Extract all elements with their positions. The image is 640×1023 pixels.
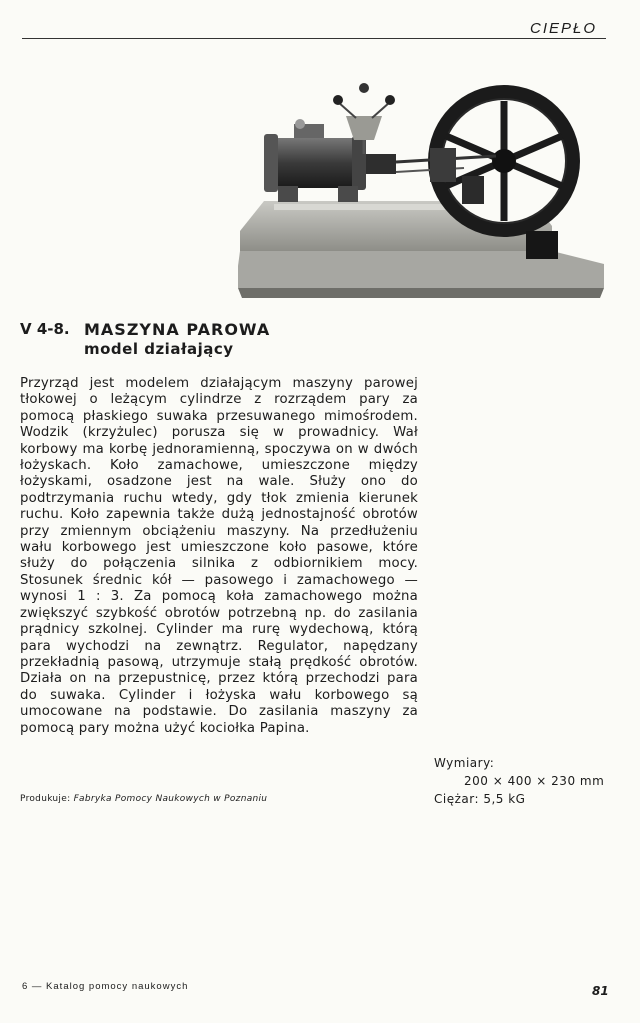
header-rule: [22, 38, 606, 39]
item-title: MASZYNA PAROWA: [84, 320, 271, 339]
dimensions-value: 200 × 400 × 230 mm: [464, 774, 605, 788]
catalog-footer: 6 — Katalog pomocy naukowych: [22, 981, 189, 992]
producer-label: Produkuje:: [20, 794, 71, 804]
item-subtitle: model działający: [84, 340, 234, 358]
description-text: Przyrząd jest modelem działającym maszyny parowej tłokowej o leżącym cylindrze z rozrządem pary za pomocą płaskiego suwaka przesuwanego mimośrodem. Wodzik (krzyżulec) porusza się w prowadnicy. Wał korbowy ma korbę jednoramienną, spoczywa on w dwóch łożyskach. Koło zamachowe, umieszczone między łożyskami, osadzone jest na wale. Służy ono do podtrzymania ruchu wtedy, gdy tłok zmienia kierunek ruchu. Koło zapewnia także dużą jednostajność obrotów przy zmiennym obciążeniu maszyny. Na przedłużeniu wału korbowego jest umieszczone koło pasowe, które służy do połączenia silnika z odbiornikiem mocy. Stosunek średnic kół — pasowego i zamachowego — wynosi 1 : 3. Za pomocą koła zamachowego można zwiększyć szybkość obrotów potrzebną np. do zasilania prądnicy szkolnej. Cylinder ma rurę wydechową, którą para wychodzi na zewnątrz. Regulator, napędzany przekładnią pasową, utrzymuje stałą prędkość obrotów. Działa on na przepustnicę, przez którą przechodzi para do suwaka. Cylinder i łożyska wału korbowego są umocowane na podstawie. Do zasilania maszyny za pomocą pary można użyć kociołka Papina.: [20, 376, 418, 736]
producer-name: Fabryka Pomocy Naukowych w Poznaniu: [73, 794, 268, 804]
dimensions-label: Wymiary:: [434, 756, 495, 770]
steam-engine-photo: [234, 66, 608, 304]
section-heading: CIEPŁO: [530, 20, 598, 37]
item-code: V 4-8.: [20, 320, 70, 338]
weight-value: Ciężar: 5,5 kG: [434, 792, 526, 806]
producer-line: [20, 794, 267, 804]
page-number: 81: [592, 984, 609, 998]
